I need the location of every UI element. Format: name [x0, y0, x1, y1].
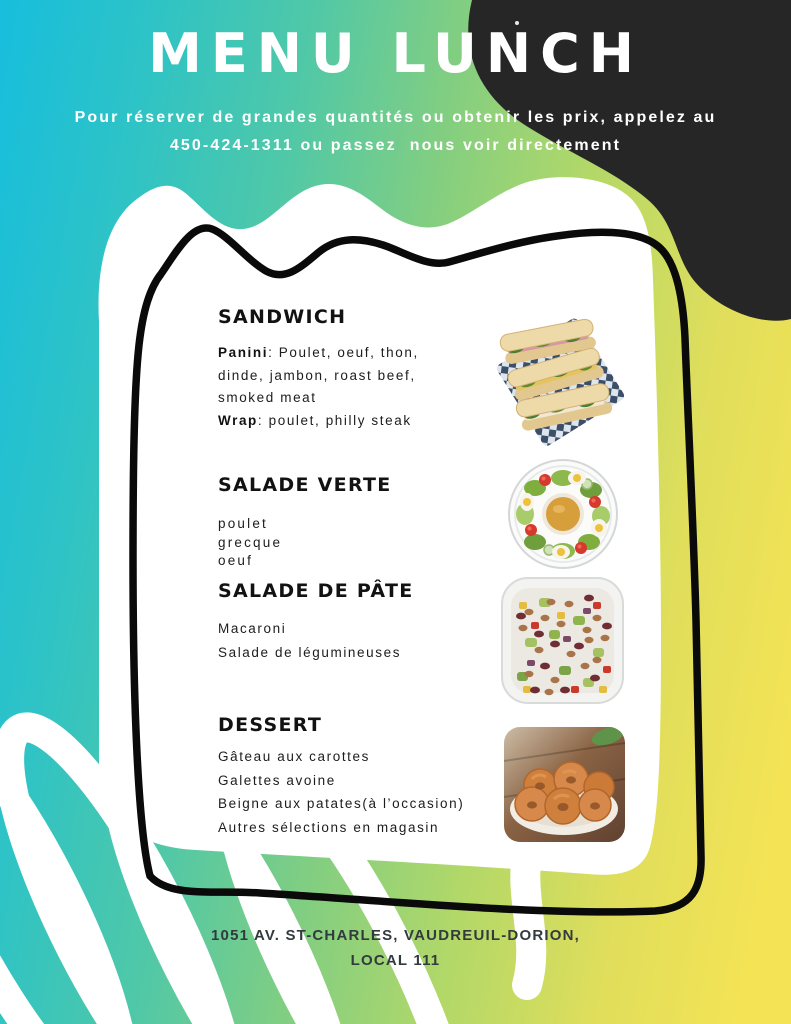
wrap-label: Wrap [218, 412, 258, 428]
salade-de-pate-items [218, 617, 413, 665]
menu-line: dinde, jambon, roast beef, [218, 367, 416, 383]
subtitle-line-1: Pour réserver de grandes quantités ou obtenir les prix, appelez au [74, 109, 717, 126]
menu-line: grecque [218, 534, 283, 550]
section-dessert [218, 714, 464, 839]
section-title-salade-de-pate: SALADE DE PÂTE [218, 580, 414, 602]
sandwich-items [218, 342, 419, 432]
address-line-2: LOCAL 111 [350, 952, 441, 969]
menu-line: Gâteau aux carottes [218, 749, 370, 764]
green-salad-photo [503, 458, 623, 571]
section-sandwich [218, 306, 419, 432]
wrap-text: : poulet, philly steak [257, 412, 412, 428]
menu-line: poulet [218, 516, 268, 531]
panini-sandwiches-photo [487, 311, 633, 455]
panini-sandwiches-illustration [487, 311, 633, 455]
section-title-sandwich: SANDWICH [218, 306, 347, 328]
subtitle-line-2: 450-424-1311 ou passez nous voir directement [169, 137, 622, 154]
poster-title: MENU LUNCH [148, 22, 643, 85]
menu-line: Autres sélections en magasin [218, 819, 440, 835]
footer-address [0, 923, 791, 973]
menu-line [218, 342, 419, 365]
menu-line: oeuf [218, 553, 254, 568]
menu-line: Macaroni [218, 621, 287, 636]
section-salade-de-pate [218, 580, 413, 665]
potato-donuts-illustration [504, 727, 625, 842]
menu-line [218, 410, 419, 433]
salade-verte-items [218, 515, 392, 571]
panini-label: Panini [218, 345, 269, 360]
section-title-salade-verte: SALADE VERTE [218, 474, 392, 496]
menu-line: Galettes avoine [218, 772, 336, 788]
menu-line: Salade de légumineuses [218, 645, 402, 660]
bean-salad-illustration [499, 574, 626, 707]
address-line-1: 1051 AV. ST-CHARLES, VAUDREUIL-DORION, [211, 927, 580, 944]
menu-line: Beigne aux patates(à l’occasion) [218, 796, 465, 811]
dessert-items [218, 745, 464, 839]
menu-line: smoked meat [218, 390, 317, 405]
bean-salad-photo [499, 574, 626, 707]
green-salad-illustration [503, 458, 623, 571]
potato-donuts-photo [504, 727, 625, 842]
section-salade-verte [218, 474, 392, 571]
panini-text: : Poulet, oeuf, thon, [268, 345, 419, 360]
section-title-dessert: DESSERT [218, 714, 323, 736]
